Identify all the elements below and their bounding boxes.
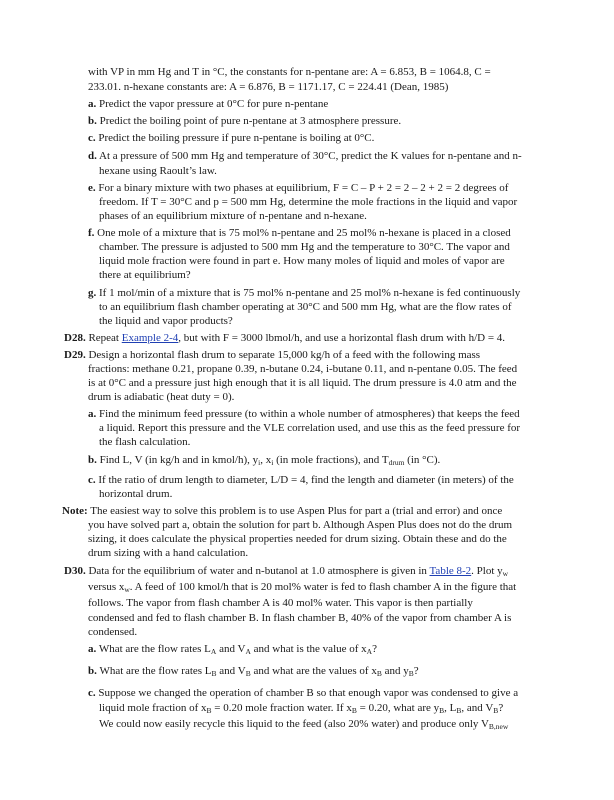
part-d-line-1 xyxy=(88,149,522,163)
d30-part-c-text: liquid mole fraction of x xyxy=(99,702,207,714)
d30-part-c-text: We could now easily recycle this liquid to the feed (also 20% water) and produce only V xyxy=(99,718,489,730)
d29-part-b-text: , x xyxy=(260,454,272,466)
d30-label: D30. xyxy=(64,565,86,577)
sub-drum: drum xyxy=(388,458,405,467)
d30-part-a-label: a. xyxy=(88,643,97,655)
problem-d28 xyxy=(64,331,505,345)
problem-d30-line-5: condensed. xyxy=(88,626,138,638)
d29-part-c-text-1: If the ratio of drum length to diameter, L/D = 4, find the length and diameter (in meters) of the xyxy=(98,474,514,486)
d30-part-c-text-1: Suppose we changed the operation of chamber B so that enough vapor was condensed to give a xyxy=(98,687,519,699)
part-c xyxy=(88,131,374,145)
d30-part-c-line-2 xyxy=(99,701,503,715)
part-d-line-2: hexane using Raoult’s law. xyxy=(99,165,217,177)
part-c-text: Predict the boiling pressure if pure n-pentane is boiling at 0°C. xyxy=(98,132,375,144)
problem-d29-line-2: fractions: methane 0.21, propane 0.39, n-butane 0.24, i-butane 0.11, and n-pentane 0.05. The feed xyxy=(88,363,518,375)
part-g-line-2: to an equilibrium flash chamber operating at 30°C and 500 mm Hg, what are the flow rates of xyxy=(99,301,512,313)
d30-part-a-text: and what is the value of x xyxy=(250,643,367,655)
sub-b: B xyxy=(493,706,499,715)
d30-part-c-text: , L xyxy=(444,702,457,714)
example-2-4-link[interactable]: Example 2-4 xyxy=(121,332,179,344)
part-f-line-3: liquid mole fraction were found in part e. How many moles of liquid and moles of vapor are xyxy=(99,255,505,267)
d30-part-b-text: ? xyxy=(413,665,419,677)
part-f-text-1: One mole of a mixture that is 75 mol% n-pentane and 25 mol% n-hexane is placed in a closed xyxy=(97,227,511,239)
sub-a: A xyxy=(245,647,251,656)
d30-part-a-text: What are the flow rates L xyxy=(98,643,211,655)
problem-d30-line-1 xyxy=(64,564,508,578)
d29-part-b-text: (in °C). xyxy=(404,454,441,466)
sub-b: B xyxy=(245,669,251,678)
note-text-1: The easiest way to solve this problem is to use Aspen Plus for part a (trial and error) and once xyxy=(90,505,503,517)
intro-line-1: with VP in mm Hg and T in °C, the constants for n-pentane are: A = 6.853, B = 1064.8, C = xyxy=(88,66,491,78)
part-e-line-2: freedom. If T = 30°C and p = 500 mm Hg, determine the mole fractions in the liquid and vapor xyxy=(99,196,518,208)
note-line-3: sizing, it does calculate the physical properties needed for drum sizing. Obtain these and do the xyxy=(88,533,507,545)
part-f-line-1 xyxy=(88,226,511,240)
d30-text: . A feed of 100 kmol/h that is 20 mol% water is fed to flash chamber A in the figure that xyxy=(129,581,517,593)
part-e-line-1 xyxy=(88,181,508,195)
part-e-text-1: For a binary mixture with two phases at equilibrium, F = C – P + 2 = 2 – 2 + 2 = 2 degrees of xyxy=(98,182,509,194)
sub-b: B xyxy=(408,669,414,678)
d30-part-c-line-3 xyxy=(99,717,508,731)
sub-w: w xyxy=(124,585,130,594)
d29-part-a-text-1: Find the minimum feed pressure (to within a whole number of atmospheres) that keeps the feed xyxy=(99,408,520,420)
d30-part-b-label: b. xyxy=(88,665,97,677)
part-f-line-4: there at equilibrium? xyxy=(99,269,191,281)
table-8-2-link[interactable]: Table 8-2 xyxy=(429,565,472,577)
part-b-label: b. xyxy=(88,115,97,127)
note-label: Note: xyxy=(62,505,88,517)
d29-part-c-label: c. xyxy=(88,474,96,486)
sub-a: A xyxy=(210,647,217,656)
d29-part-b-text: (in mole fractions), and T xyxy=(273,454,389,466)
problem-d29-line-3: is at 0°C and a pressure just high enough that it is all liquid. The drum pressure is 4.0 atm and the xyxy=(88,377,517,389)
part-g-line-1 xyxy=(88,286,520,300)
d30-part-a-text: ? xyxy=(372,643,377,655)
d30-part-b-text: and V xyxy=(216,665,246,677)
sub-b: B xyxy=(439,706,445,715)
note-line-1 xyxy=(62,504,502,518)
sub-b: B xyxy=(351,706,357,715)
part-f-line-2: chamber. The pressure is adjusted to 500 mm Hg and the temperature to 30°C. The vapor and xyxy=(99,241,510,253)
d29-part-a-line-1 xyxy=(88,407,520,421)
d30-part-b-text: and what are the values of x xyxy=(250,665,377,677)
sub-b: B xyxy=(456,706,462,715)
d30-part-c-text: = 0.20, what are y xyxy=(356,702,440,714)
problem-d29-line-1 xyxy=(64,348,480,362)
note-line-2: you have solved part a, obtain the solution for part b. Although Aspen Plus does not do the drum xyxy=(88,519,513,531)
d29-label: D29. xyxy=(64,349,86,361)
d28-label: D28. xyxy=(64,332,86,344)
sub-a: A xyxy=(366,647,373,656)
d30-part-c-text: = 0.20 mole fraction water. If x xyxy=(211,702,352,714)
d29-part-b-text: Find L, V (in kg/h and in kmol/h), y xyxy=(99,454,259,466)
sub-b-new: B,new xyxy=(488,722,509,731)
part-d-text-1: At a pressure of 500 mm Hg and temperature of 30°C, predict the K values for n-pentane and n- xyxy=(99,150,522,162)
d29-part-c-line-1 xyxy=(88,473,514,487)
part-a xyxy=(88,97,328,111)
part-e-label: e. xyxy=(88,182,96,194)
problem-d30-line-2 xyxy=(88,580,516,594)
d30-part-c-text: ? xyxy=(498,702,504,714)
d30-text: versus x xyxy=(88,581,125,593)
d30-part-a xyxy=(88,642,377,656)
d30-part-b xyxy=(88,664,419,678)
note-line-4: drum sizing with a hand calculation. xyxy=(88,547,249,559)
d30-part-a-text: and V xyxy=(216,643,246,655)
d29-part-a-line-3: the flash calculation. xyxy=(99,436,191,448)
part-b-text: Predict the boiling point of pure n-pentane at 3 atmosphere pressure. xyxy=(99,115,402,127)
part-a-label: a. xyxy=(88,98,97,110)
sub-i: i xyxy=(258,458,261,467)
sub-i: i xyxy=(271,458,274,467)
part-e-line-3: phases of an equilibrium mixture of n-pentane and n-hexane. xyxy=(99,210,367,222)
d28-post: , but with F = 3000 lbmol/h, and use a horizontal flash drum with h/D = 4. xyxy=(178,332,506,344)
d29-part-a-label: a. xyxy=(88,408,97,420)
d30-part-b-text: and y xyxy=(381,665,409,677)
d30-text: Data for the equilibrium of water and n-butanol at 1.0 atmosphere is given in xyxy=(88,565,427,577)
part-g-text-1: If 1 mol/min of a mixture that is 75 mol% n-pentane and 25 mol% n-hexane is fed continuously xyxy=(99,287,521,299)
d30-part-b-text: What are the flow rates L xyxy=(99,665,212,677)
sub-w: w xyxy=(502,569,509,578)
problem-d30-line-4: condensed and fed to flash chamber B. In flash chamber B, 40% of the vapor from chamber A is xyxy=(88,612,512,624)
d30-part-c-line-1 xyxy=(88,686,518,700)
d29-text-1: Design a horizontal flash drum to separate 15,000 kg/h of a feed with the following mass xyxy=(88,349,481,361)
part-d-label: d. xyxy=(88,150,97,162)
d29-part-a-line-2: a liquid. Report this pressure and the VLE correlation used, and use this as the feed pressure for xyxy=(99,422,521,434)
d30-part-c-text: , and V xyxy=(461,702,494,714)
d30-part-c-label: c. xyxy=(88,687,96,699)
part-g-line-3: the liquid and vapor products? xyxy=(99,315,233,327)
sub-b: B xyxy=(376,669,382,678)
problem-d29-line-4: drum is adiabatic (heat duty = 0). xyxy=(88,391,235,403)
d29-part-c-line-2: horizontal drum. xyxy=(99,488,173,500)
part-f-label: f. xyxy=(88,227,95,239)
d30-text: . Plot y xyxy=(471,565,503,577)
d29-part-b xyxy=(88,453,440,467)
sub-b: B xyxy=(206,706,212,715)
sub-b: B xyxy=(211,669,217,678)
d29-part-b-label: b. xyxy=(88,454,97,466)
part-a-text: Predict the vapor pressure at 0°C for pure n-pentane xyxy=(99,98,329,110)
part-b xyxy=(88,114,401,128)
part-c-label: c. xyxy=(88,132,96,144)
d28-pre: Repeat xyxy=(88,332,119,344)
problem-d30-line-3: follows. The vapor from flash chamber A is 40 mol% water. This vapor is then partially xyxy=(88,597,473,609)
intro-line-2: 233.01. n-hexane constants are: A = 6.876, B = 1171.17, C = 224.41 (Dean, 1985) xyxy=(88,81,449,93)
part-g-label: g. xyxy=(88,287,97,299)
